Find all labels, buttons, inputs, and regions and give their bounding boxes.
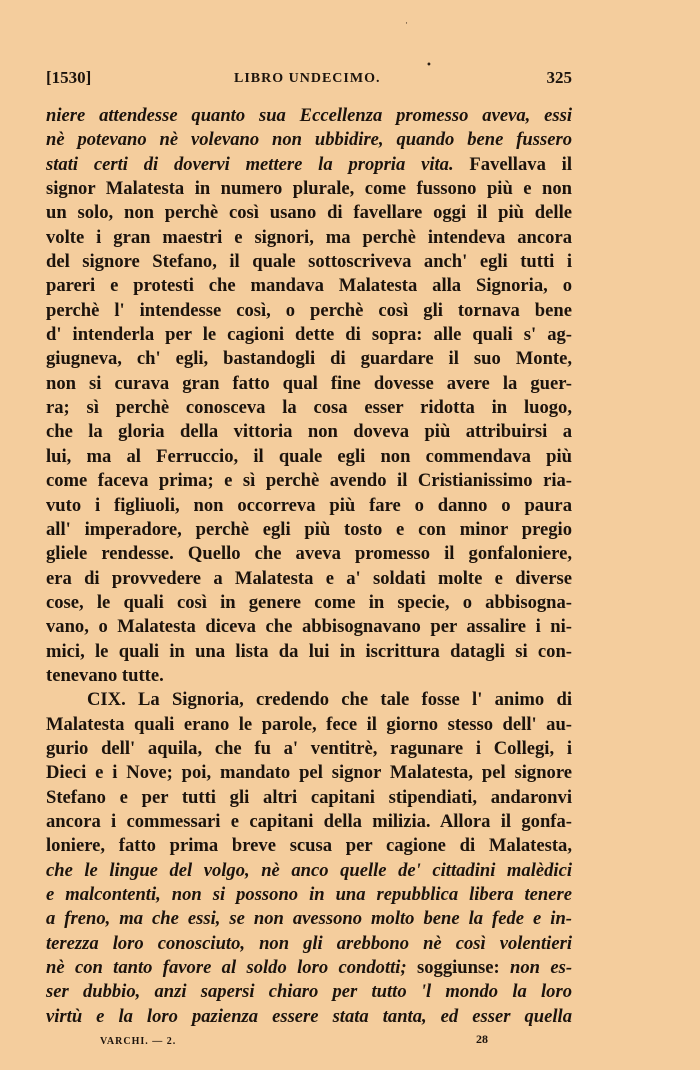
body-text [46,104,572,1029]
text-line [46,299,572,323]
text-line [46,250,572,274]
text-segment: perchè l' intendesse così, o perchè così gli tornava bene [46,299,572,321]
italic-text-segment: ser dubbio, anzi sapersi chiaro per tutto 'l mondo la loro [46,981,572,1003]
text-segment: gurio dell' aquila, che fu a' ventitrè, ragunare i Collegi, i [46,737,572,759]
text-segment: era di provvedere a Malatesta e a' soldati molte e diverse [46,567,572,589]
text-line [46,420,572,444]
text-line [46,591,572,615]
text-segment: del signore Stefano, il quale sottoscriveva anch' egli tutti i [46,251,572,273]
header-year: [1530] [46,68,92,87]
page-footer [100,1032,572,1052]
text-line [46,128,572,152]
text-segment: vuto i figliuoli, non occorreva più fare o danno o paura [46,494,572,516]
italic-text-segment: virtù e la loro pazienza essere stata tanta, ed esser quella [46,1005,572,1027]
text-line [46,323,572,347]
italic-text-segment: nè con tanto favore al soldo loro condotti; [46,957,407,979]
text-line [46,347,572,371]
text-line [46,640,572,664]
text-line [46,786,572,810]
text-segment: gliele rendesse. Quello che aveva promesso il gonfaloniere, [46,543,572,565]
text-line [46,834,572,858]
print-speck: ˙ [404,22,409,33]
text-line [46,494,572,518]
text-segment: ra; sì perchè conosceva la cosa esser ridotta in luogo, [46,397,572,419]
text-line [46,201,572,225]
italic-text-segment: non es- [510,957,573,979]
text-segment: CIX. La Signoria, credendo che tale fosse l' animo di [87,689,572,711]
text-line [46,153,572,177]
text-line [46,1005,572,1029]
text-line [46,883,572,907]
text-line [46,445,572,469]
text-segment: Stefano e per tutti gli altri capitani stipendiati, andaronvi [46,786,572,808]
text-line [46,542,572,566]
text-segment: non si curava gran fatto qual fine dovesse avere la guer- [46,372,572,394]
text-line [46,761,572,785]
italic-text-segment: terezza loro conosciuto, non gli arebbono nè così volentieri [46,932,572,954]
text-line [46,907,572,931]
italic-text-segment: che le lingue del volgo, nè anco quelle de' cittadini malèdici [46,859,572,881]
text-line [46,518,572,542]
italic-text-segment: nè potevano nè volevano non ubbidire, quando bene fussero [46,129,572,151]
text-segment: giugneva, ch' egli, bastandogli di guardare il suo Monte, [46,348,572,370]
text-segment: pareri e protesti che mandava Malatesta alla Signoria, o [46,275,572,297]
footer-signature: VARCHI. — 2. [100,1036,177,1047]
italic-text-segment: niere attendesse quanto sua Eccellenza promesso aveva, essi [46,105,572,126]
text-line [46,713,572,737]
text-line [46,396,572,420]
text-line [46,688,572,712]
text-line [46,664,572,688]
text-segment: lui, ma al Ferruccio, il quale egli non commendava più [46,445,572,467]
text-line [46,956,572,980]
text-segment: come faceva prima; e sì perchè avendo il Cristianissimo ria- [46,470,572,492]
text-segment: che la gloria della vittoria non doveva più attribuirsi a [46,421,572,443]
page-number: 325 [546,68,572,87]
italic-text-segment: e malcontenti, non si possono in una repubblica libera tenere [46,884,572,905]
text-line [46,737,572,761]
text-segment: all' imperadore, perchè egli più tosto e con minor pregio [46,518,572,540]
text-line [46,226,572,250]
text-segment: un solo, non perchè così usano di favellare oggi il più delle [46,202,572,224]
text-segment: mici, le quali in una lista da lui in iscrittura datagli si con- [46,640,572,662]
italic-text-segment: stati certi di dovervi mettere la propria vita. [46,153,454,175]
text-line [46,810,572,834]
text-line [46,104,572,128]
text-segment: ancora i commessari e capitani della milizia. Allora il gonfa- [46,810,572,832]
text-segment: vano, o Malatesta diceva che abbisognavano per assalire i ni- [46,616,572,638]
text-line [46,859,572,883]
text-line [46,274,572,298]
text-segment: Malatesta quali erano le parole, fece il giorno stesso dell' au- [46,713,572,735]
sheet-number: 28 [476,1032,488,1046]
text-line [46,932,572,956]
text-segment: tenevano tutte. [46,664,164,686]
text-segment: Dieci e i Nove; poi, mandato pel signor Malatesta, pel signore [46,762,572,784]
text-segment: loniere, fatto prima breve scusa per cagione di Malatesta, [46,835,572,857]
text-line [46,615,572,639]
text-line [46,372,572,396]
text-segment: d' intenderla per le cagioni dette di sopra: alle quali s' ag- [46,324,572,346]
text-line [46,567,572,591]
text-segment: soggiunse: [406,957,510,979]
text-line [46,177,572,201]
text-line [46,980,572,1004]
text-segment: Favellava il [453,153,573,175]
text-line [46,469,572,493]
text-segment: volte i gran maestri e signori, ma perchè intendeva ancora [46,226,572,248]
italic-text-segment: a freno, ma che essi, se non avessono molto bene la fede e in- [46,908,572,930]
header-title: LIBRO UNDECIMO. [234,71,381,86]
print-speck: • [426,60,432,71]
running-header [46,68,572,92]
text-segment: cose, le quali così in genere come in specie, o abbisogna- [46,591,572,613]
text-segment: signor Malatesta in numero plurale, come fussono più e non [46,178,572,200]
